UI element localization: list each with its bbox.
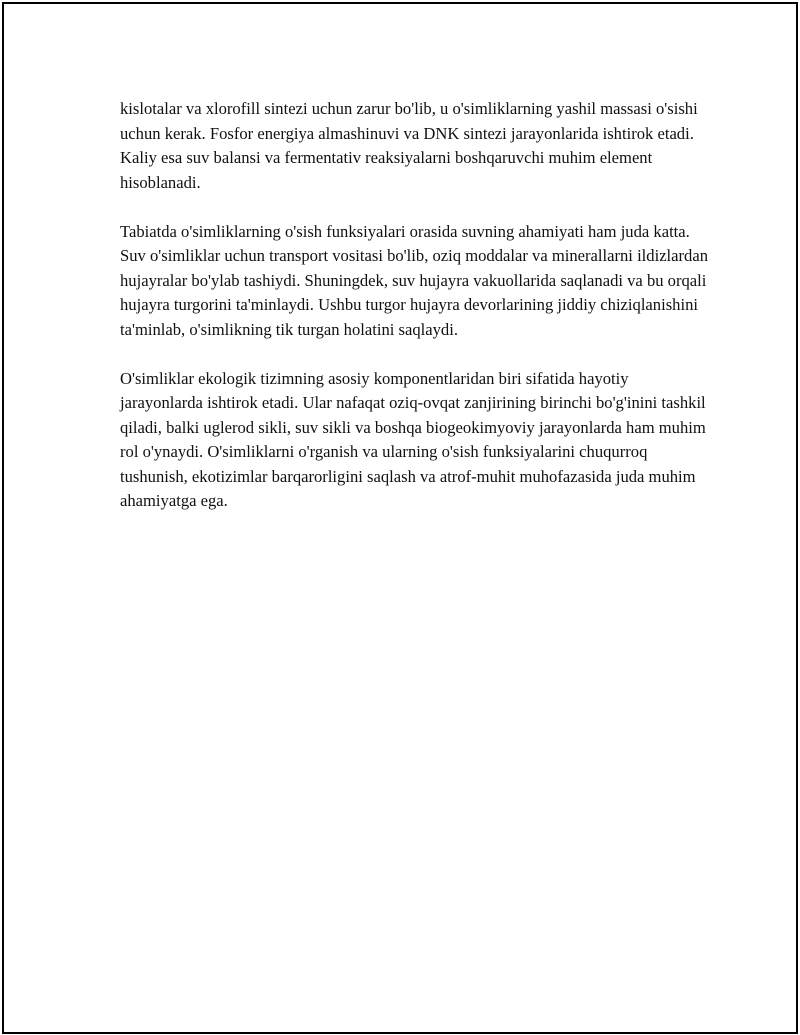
paragraph-water-role: Tabiatda o'simliklarning o'sish funksiyalari orasida suvning ahamiyati ham juda katta. Suv o'simliklar uchun transport vositasi bo'lib, oziq moddalar va minerallarni ildizlardan hujayralar bo'ylab tashiydi. Shuningdek, suv hujayra vakuollarida saqlanadi va bu orqali hujayra turgorini ta'minlaydi. Ushbu turgor hujayra devorlarining jiddiy chiziqlanishini ta'minlab, o'simlikning tik turgan holatini saqlaydi.: [120, 221, 709, 339]
document-page: [2, 2, 798, 1034]
paragraph-ecosystem-role: O'simliklar ekologik tizimning asosiy komponentlaridan biri sifatida hayotiy jarayonlarda ishtirok etadi. Ular nafaqat oziq-ovqat zanjirining birinchi bo'g'inini tashkil qiladi, balki uglerod sikli, suv sikli va boshqa biogeokimyoviy jarayonlarda ham muhim rol o'ynaydi. O'simliklarni o'rganish va ularning o'sish funksiyalarini chuqurroq tushunish, ekotizimlar barqarorligini saqlash va atrof-muhit muhofazasida juda muhim ahamiyatga ega.: [120, 368, 706, 510]
document-body: [120, 97, 710, 538]
paragraph-nutrients: kislotalar va xlorofill sintezi uchun zarur bo'lib, u o'simliklarning yashil massasi o'sishi uchun kerak. Fosfor energiya almashinuvi va DNK sintezi jarayonlarida ishtirok etadi. Kaliy esa suv balansi va fermentativ reaksiyalarni boshqaruvchi muhim element hisoblanadi.: [120, 99, 698, 192]
